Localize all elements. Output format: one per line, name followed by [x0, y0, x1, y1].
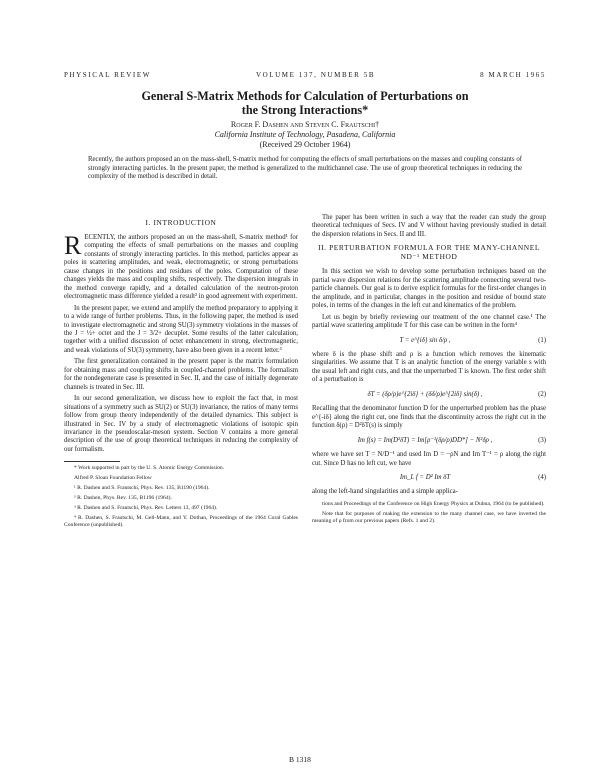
author-block [80, 120, 530, 150]
abstract: Recently, the authors proposed an on the mass-shell, S-matrix method for computing the effects of small perturbations on the masses and coupling constants of strongly interacting particles. In the present paper, the method is generalized to the multichannel case. The use of group theoretical techniques in reducing the complexity of the method is described in detail. [88, 156, 522, 181]
intro-paragraph-4: In our second generalization, we discuss how to exploit the fact that, in most situations of a symmetry such as SU(2) or SU(3) invariance, the ratios of many terms follow from group theory independently of the detailed dynamics. This subject is illustrated in Sec. IV by a study of electromagnetic violations of isotopic spin invariance in the pseudoscalar-meson system. Section V contains a more general description of the use of group theoretical techniques in reducing the complexity of our formalism. [64, 395, 298, 453]
footnote-rule [64, 461, 120, 462]
equation-1 [312, 337, 546, 345]
footnote: tions and Proceedings of the Conference on High Energy Physics at Dubna, 1964 (to be published). [322, 500, 545, 507]
equation-1-body: T = e^{iδ} sin δ/ρ , [399, 336, 451, 344]
section2-paragraph-5: where we have set T = N/D⁻¹ and used Im D = −ρN and Im T⁻¹ = ρ along the right cut. Since D has no left cut, we have [312, 451, 546, 467]
received-date: (Received 29 October 1964) [259, 140, 351, 149]
footnote: Alfred P. Sloan Foundation Fellow [74, 475, 152, 482]
equation-3-number: (3) [538, 436, 546, 444]
footnote: ¹ R. Dashen and S. Frautschi, Phys. Rev. 135, B1190 (1964). [74, 485, 210, 492]
equation-2 [312, 391, 546, 399]
title-line-2: the Strong Interactions* [241, 103, 369, 117]
equation-2-number: (2) [538, 390, 546, 398]
equation-3-body: Im f(s) = Im(D²δT) = Im[ρ⁻¹(δρ/ρ)DD*] − N²δρ , [357, 436, 493, 444]
footnote: ² R. Dashen, Phys. Rev. 135, B1196 (1964). [74, 495, 172, 502]
intro-paragraph-1-text: ECENTLY, the authors proposed an on the mass-shell, S-matrix method¹ for computing the effects of small perturbations on the masses and coupling constants of strongly interacting particles. In this method, particles appear as poles in scattering amplitudes, and weak, electromagnetic, or strong perturbations cause changes in the positions and residues of the poles. Computation of these changes yields the mass and coupling shifts, respectively. The dispersion integrals in the method converge rapidly, and a detailed calculation of the neutron-proton electromagnetic mass difference yielded a result² in good agreement with experiment. [64, 234, 298, 301]
equation-3 [312, 437, 546, 445]
section2-paragraph-1: In this section we wish to develop some perturbation techniques based on the partial wave dispersion relations for the scattering amplitude connecting several two-particle channels. Our goal is to derive explicit formulas for the first-order changes in the amplitude, and in particular, changes in the position and residue of bound state poles, in terms of the changes in the left cut and kinematics of the problem. [312, 268, 546, 310]
equation-2-body: δT = (δρ/ρ)e^{2iδ} + (δδ/ρ)e^{2iδ} sin(δ) , [367, 390, 483, 398]
drop-cap: R [64, 231, 82, 260]
equation-1-number: (1) [538, 336, 546, 344]
footnote: Note that for purposes of making the extension to the many channel case, we have inverted the meaning of ρ from our previous papers (Refs. 1 and 2). [312, 510, 546, 524]
issue-date: 8 MARCH 1965 [480, 71, 546, 79]
affiliation: California Institute of Technology, Pasadena, California [214, 130, 396, 139]
footnote: * Work supported in part by the U. S. Atomic Energy Commission. [74, 465, 225, 472]
section2-paragraph-4: Recalling that the denominator function D for the unperturbed problem has the phase e^{-iδ} along the right cut, one finds that the discontinuity across the right cut in the function δ(ρ) = D²δT(s) is simply [312, 405, 546, 430]
title-line-1: General S-Matrix Methods for Calculation of Perturbations on [141, 89, 469, 103]
equation-4-number: (4) [538, 473, 546, 481]
page-number: B 1318 [289, 755, 311, 764]
equation-4-body: Im_L f = D² Im δT [399, 473, 451, 481]
footnote: ³ R. Dashen and S. Frautschi, Phys. Rev. Letters 13, 497 (1964). [74, 505, 218, 512]
intro-paragraph-2: In the present paper, we extend and amplify the method preparatory to applying it to a wide range of further problems. Thus, in the following paper, the method is used to investigate electromagnetic and strong SU(3) symmetry violations in the masses of the J = ½+ octet and the J = 3/2+ decuplet. Some results of the latter calculation, together with a unified discussion of octet enhancement in strong, electromagnetic, and weak violations of SU(3) symmetry, have also been given in a recent letter.³ [64, 304, 298, 354]
intro-paragraph-1 [64, 231, 298, 302]
section2-paragraph-3: where δ is the phase shift and ρ is a function which removes the kinematic singularities. We assume that T is an analytic function of the energy variable s with the usual left and right cuts, and that the unperturbed T is known. The first order shift of a perturbation is [312, 350, 546, 384]
running-head [64, 71, 546, 79]
left-column [64, 214, 298, 532]
right-column [312, 214, 546, 528]
intro-paragraph-3: The first generalization contained in the present paper is the matrix formulation for obtaining mass and coupling shifts in coupled-channel problems. The formalism for the nondegenerate case is presented in Sec. II, and the case of initially degenerate channels is treated in Sec. III. [64, 358, 298, 391]
author-names: Roger F. Dashen and Steven C. Frautschi† [230, 120, 380, 129]
section2-paragraph-6: along the left-hand singularities and a simple applica- [312, 488, 458, 496]
section-heading-perturbation: II. PERTURBATION FORMULA FOR THE MANY-CHANNEL ND⁻¹ METHOD [318, 243, 540, 262]
paper-title [80, 89, 530, 117]
section2-paragraph-2: Let us begin by briefly reviewing our treatment of the one channel case.¹ The partial wave scattering amplitude T for this case can be written in the form⁴ [312, 313, 546, 330]
section-heading-introduction: I. INTRODUCTION [145, 218, 217, 227]
equation-4 [312, 474, 546, 482]
volume-number: VOLUME 137, NUMBER 5B [255, 71, 376, 79]
journal-name: PHYSICAL REVIEW [64, 71, 151, 79]
outline-paragraph: The paper has been written in such a way that the reader can study the group theoretical techniques of Secs. IV and V without having previously studied in detail the dispersion relations in Secs. II and III. [312, 214, 546, 238]
footnote: ⁴ R. Dashen, S. Frautschi, M. Gell-Mann, and Y. Dothan, Proceedings of the 1964 Coral Gables Conference (unpublished). [64, 515, 298, 529]
